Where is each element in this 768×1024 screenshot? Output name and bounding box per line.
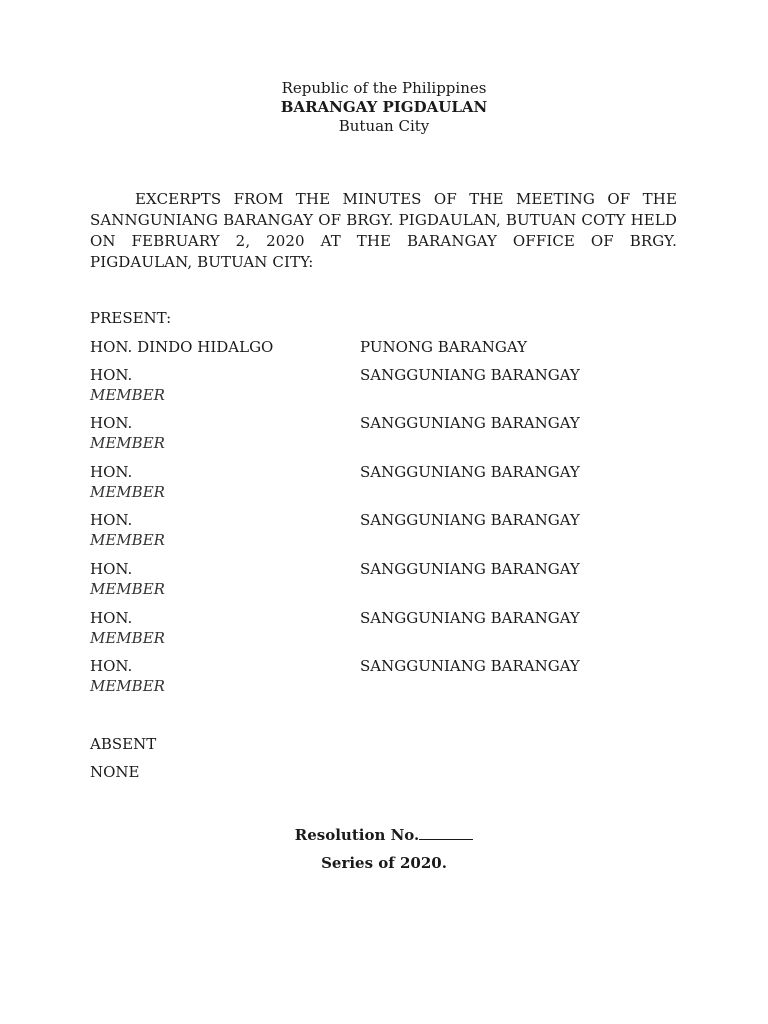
present-label: PRESENT: (90, 309, 172, 327)
attendee-position: SANGGUNIANG BARANGAY (360, 463, 580, 481)
attendee-row (90, 609, 690, 649)
attendee-position: SANGGUNIANG BARANGAY (360, 414, 580, 432)
attendee-role: MEMBER (90, 386, 165, 404)
header-republic: Republic of the Philippines (281, 79, 487, 97)
attendee-position: SANGGUNIANG BARANGAY (360, 609, 580, 627)
attendee-position: SANGGUNIANG BARANGAY (360, 657, 580, 675)
attendee-name: HON. (90, 560, 133, 578)
attendee-row (90, 657, 690, 697)
attendee-role: MEMBER (90, 629, 165, 647)
attendee-position: SANGGUNIANG BARANGAY (360, 560, 580, 578)
attendee-role: MEMBER (90, 483, 165, 501)
header-city: Butuan City (338, 117, 430, 135)
attendee-name: HON. (90, 657, 133, 675)
attendee-position: SANGGUNIANG BARANGAY (360, 366, 580, 384)
absent-label: ABSENT (90, 735, 157, 753)
attendee-name: HON. (90, 609, 133, 627)
attendee-row (90, 560, 690, 600)
absent-value: NONE (90, 763, 140, 781)
resolution-label: Resolution No. (294, 826, 420, 844)
resolution-series: Series of 2020. (321, 854, 447, 872)
attendee-name: HON. (90, 366, 133, 384)
attendee-name: HON. (90, 511, 133, 529)
header-barangay: BARANGAY PIGDAULAN (280, 98, 488, 116)
resolution-number-blank (419, 825, 473, 840)
attendee-row (90, 366, 690, 406)
attendee-row (90, 414, 690, 454)
attendee-name: HON. (90, 463, 133, 481)
attendee-role: MEMBER (90, 677, 165, 695)
attendee-role: MEMBER (90, 434, 165, 452)
attendee-position: SANGGUNIANG BARANGAY (360, 511, 580, 529)
attendee-name: HON. DINDO HIDALGO (90, 338, 274, 356)
attendee-position: PUNONG BARANGAY (360, 338, 527, 356)
resolution-number (0, 821, 768, 849)
minutes-excerpt: EXCERPTS FROM THE MINUTES OF THE MEETING OF THE SANNGUNIANG BARANGAY OF BRGY. PIGDAULAN, BUTUAN COTY HELD ON FEBRUARY 2, 2020 AT THE BARANGAY OFFICE OF BRGY. PIGDAULAN, BUTUAN CITY: (90, 190, 677, 271)
document-header (0, 79, 768, 136)
attendee-role: MEMBER (90, 531, 165, 549)
attendee-name: HON. (90, 414, 133, 432)
attendee-role: MEMBER (90, 580, 165, 598)
resolution-block (0, 821, 768, 877)
attendee-row (90, 463, 690, 503)
attendee-row (90, 511, 690, 551)
